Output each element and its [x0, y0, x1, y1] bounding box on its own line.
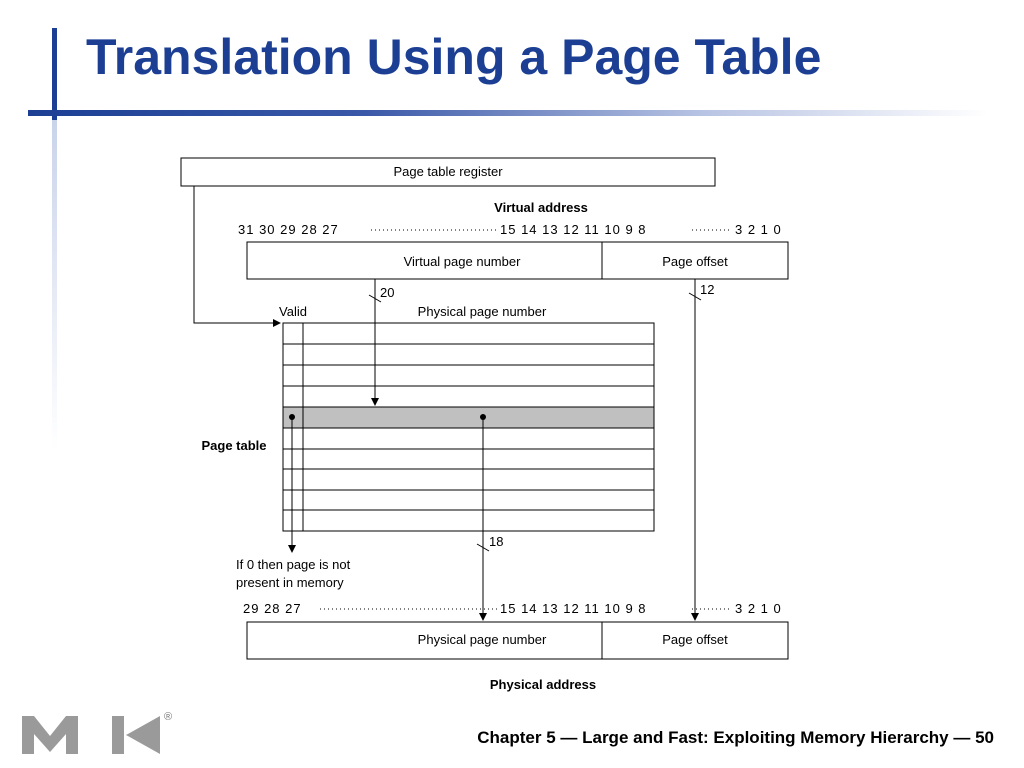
slide-title: Translation Using a Page Table — [86, 29, 822, 85]
logo-k-arm — [126, 716, 160, 754]
virtual-address-label: Virtual address — [494, 200, 588, 215]
va-bits-left: 31 30 29 28 27 — [238, 222, 339, 237]
pa-bits-mid: 15 14 13 12 11 10 9 8 — [500, 601, 647, 616]
va-bits-mid: 15 14 13 12 11 10 9 8 — [500, 222, 647, 237]
valid-column-label: Valid — [279, 304, 307, 319]
pa-bits-right: 3 2 1 0 — [735, 601, 782, 616]
valid-note-line1: If 0 then page is not — [236, 557, 351, 572]
ppn-column-label: Physical page number — [417, 304, 547, 319]
ppn-width-label: 18 — [489, 534, 504, 549]
pa-field-offset: Page offset — [662, 632, 728, 647]
va-field-vpn: Virtual page number — [403, 254, 521, 269]
logo-k-stem — [112, 716, 124, 754]
offset-width-label: 12 — [700, 282, 715, 297]
pa-bits-left: 29 28 27 — [243, 601, 302, 616]
slide-footer: Chapter 5 — Large and Fast: Exploiting Memory Hierarchy — 50 — [477, 728, 994, 747]
mk-logo — [20, 708, 180, 758]
page-table-register-label: Page table register — [393, 164, 503, 179]
physical-address-label: Physical address — [489, 677, 597, 692]
page-table-label: Page table — [201, 438, 267, 453]
logo-m-shape — [22, 716, 78, 754]
pa-field-ppn: Physical page number — [417, 632, 547, 647]
vpn-width-label: 20 — [380, 285, 395, 300]
logo-registered-mark: ® — [164, 711, 173, 723]
valid-note-line2: present in memory — [236, 575, 344, 590]
va-bits-right: 3 2 1 0 — [735, 222, 782, 237]
page-table-selected-row — [283, 407, 654, 428]
va-field-offset: Page offset — [662, 254, 728, 269]
